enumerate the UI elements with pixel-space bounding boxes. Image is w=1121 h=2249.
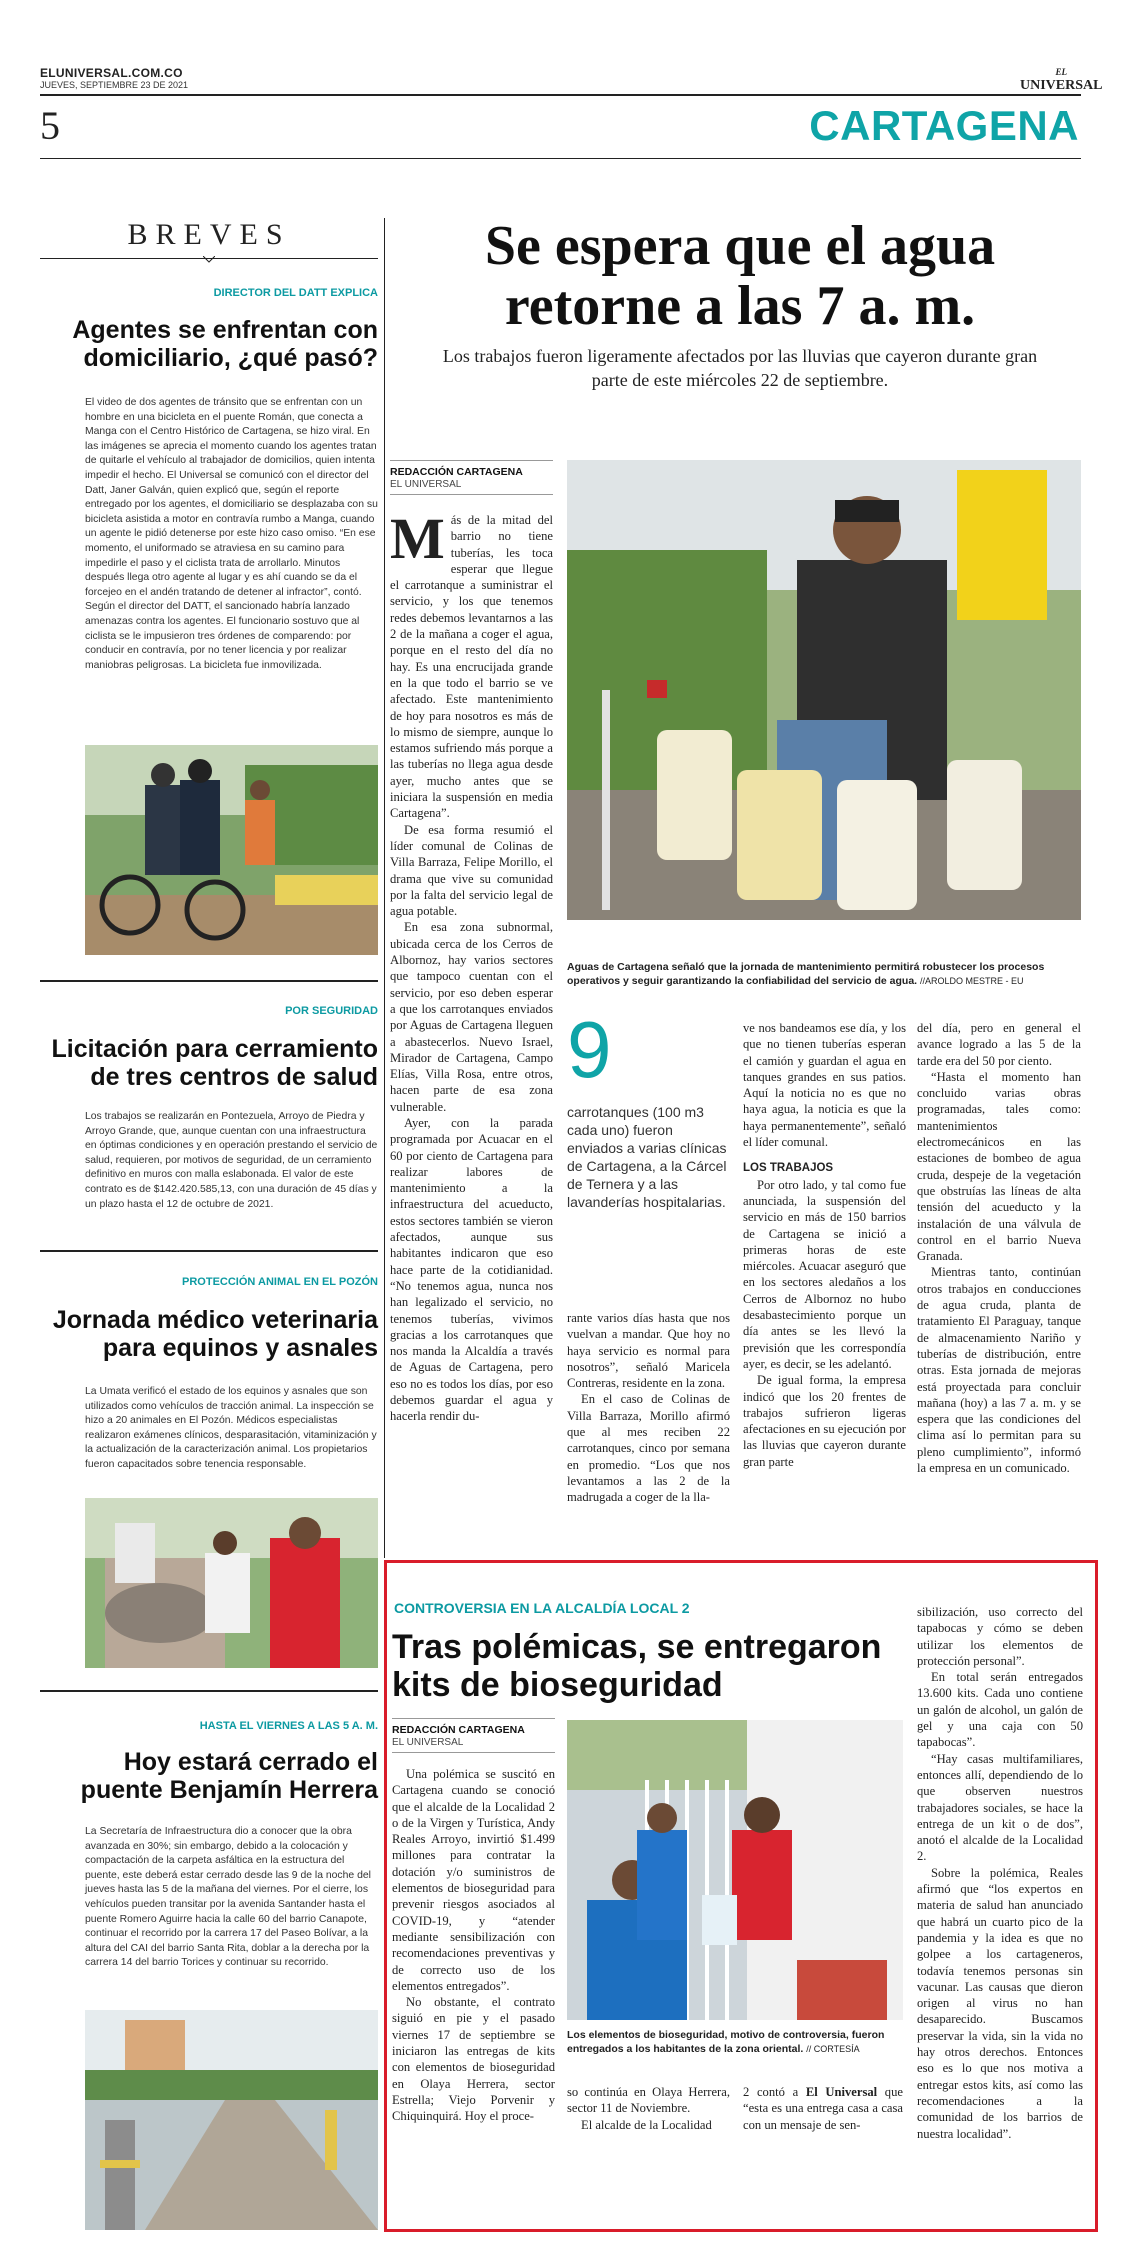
- breve-2-kicker: POR SEGURIDAD: [285, 1005, 378, 1017]
- logo-main: UNIVERSAL: [1020, 78, 1103, 93]
- second-col1-p2: No obstante, el contrato siguió en pie y el pasado viernes 17 de septiembre se iniciaron las entregas de kits con elementos de bioseguridad en Olaya Herrera, sector Estrella; Viejo Porvenir y Chiquinquirá. Hoy el proce-: [392, 1995, 555, 2124]
- breve-1-kicker: DIRECTOR DEL DATT EXPLICA: [213, 287, 378, 299]
- main-col3-p1: ve nos bandeamos ese día, y los que no tienen tuberías esperan el camión y guardan el agua en tanques grandes en sus patios. Aquí la noticia no es que no haya agua, la noticia es que la haya permanentemente”, señaló el líder comunal.: [743, 1021, 906, 1150]
- breve-rule-1: [40, 980, 378, 982]
- main-caption-text: Aguas de Cartagena señaló que la jornada de mantenimiento permitirá robustecer los procesos operativos y seguir garantizando la confiabilidad del servicio de agua.: [567, 961, 1045, 987]
- main-byline-outlet: EL UNIVERSAL: [390, 479, 462, 490]
- main-byline: REDACCIÓN CARTAGENA: [390, 466, 523, 478]
- breve-4-body: La Secretaría de Infraestructura dio a conocer que la obra avanzada en 30%; sin embargo, debido a la colocación y compactación de la carpeta asfáltica en la estructura del puente, este deberá estar cerrado desde las 9 de la noche del jueves hasta las 5 de la mañana del viernes. Por el cierre, los vehículos pueden transitar por la avenida Santander hasta el puente Romero Aguirre hacia la calle 60 del barrio Canapote, continuar el recorrido por la carrera 17 del Paseo Bolívar, a la altura del CAI del barrio Santa Rita, doblar a la derecha por la carrera 14 del barrio Torices y continuar su recorrido.: [85, 1826, 371, 1969]
- main-col3-p2: Por otro lado, y tal como fue anunciada, la suspensión del servicio en más de 150 barrios de Cartagena se inició a primeras horas de este miércoles. Acuacar aseguró que en los sectores aledaños a los Cerros de Albornoz no hubo desabastecimiento porque un día antes se les llevó la previsión que les correspondía ayer, es decir, se les adelantó.: [743, 1177, 906, 1371]
- main-col1-p2: De esa forma resumió el líder comunal de Colinas de Villa Barraza, Felipe Morillo, el drama que vive su comunidad por la falta del servicio legal de agua potable.: [390, 822, 553, 919]
- breves-label: BREVES: [127, 218, 291, 251]
- main-subheadline: Los trabajos fueron ligeramente afectados por las lluvias que cayeron durante gran parte de este miércoles 22 de septiembre.: [442, 346, 1038, 390]
- dropcap: M: [390, 506, 445, 571]
- second-col3-post: que “esta es una entrega casa a casa con un mensaje de sen-: [743, 2085, 903, 2132]
- breve-3-kicker: PROTECCIÓN ANIMAL EN EL POZÓN: [182, 1276, 378, 1288]
- breves-notch: [203, 256, 215, 264]
- main-caption-credit: //AROLDO MESTRE - EU: [920, 976, 1024, 986]
- main-col4-p2: “Hasta el momento han concluido varias obras programadas, tales como: mantenimientos electromecánicos en las estaciones de bombeo de agua cruda, despeje de la vegetación que obstruías las líneas de alta tensión del acueducto y la instalación de una válvula de control en el barrio Nueva Granada.: [917, 1069, 1081, 1264]
- second-col1-p1: Una polémica se suscitó en Cartagena cuando se conoció que el alcalde de la Localidad 2 o de la Virgen y Turística, Andy Reales Arroyo, invirtió $1.499 millones para contratar la dotación y/o suministros de elementos de bioseguridad para prevenir riesgos asociados al COVID-19, y “atender mediante sensibilización con recomendaciones preventivas y de correcto uso de los elementos entregados”.: [392, 1767, 555, 1993]
- main-subhead-los-trabajos: LOS TRABAJOS: [743, 1162, 834, 1175]
- site-url: ELUNIVERSAL.COM.CO: [40, 66, 183, 80]
- main-col-2: [567, 1310, 730, 1506]
- main-col2-p1: rante varios días hasta que nos vuelvan a mandar. Que hoy no haya servicio es normal para nosotros”, señaló Maricela Contreras, residente en la zona.: [567, 1311, 730, 1391]
- breve-2-headline: Licitación para cerramiento de tres centros de salud: [51, 1035, 378, 1091]
- breve-rule-2: [40, 1250, 378, 1252]
- main-col-1: [390, 506, 553, 1425]
- second-col2-p2: El alcalde de la Localidad: [581, 2117, 712, 2132]
- page-number: 5: [40, 103, 60, 148]
- second-col-4: [917, 1604, 1083, 2142]
- second-col4-p4: Sobre la polémica, Reales afirmó que “los expertos en materia de salud han anunciado que habrá un cuarto pico de la pandemia y la idea es que no golpee a los cartageneros, todavía tenemos personas sin vacunar. Las causas que dieron origen al virus no han desaparecido. Buscamos preservar la vida, sin la vida no hay otros derechos. Entonces eso es lo que nos motiva a entregar estos kits, así como las recomendaciones a la comunidad de los barrios de nuestra localidad”.: [917, 1865, 1083, 2141]
- second-col3-pre: 2 contó a: [743, 2085, 806, 2099]
- main-photo: [567, 460, 1081, 920]
- breve-3-headline: Jornada médico veterinaria para equinos y asnales: [52, 1306, 378, 1362]
- header-rule: [40, 94, 1081, 96]
- main-col4-p1: del día, pero en general el avance logrado a las 5 de la tarde era del 50 por ciento.: [917, 1021, 1081, 1068]
- breve-4-kicker: HASTA EL VIERNES A LAS 5 A. M.: [199, 1720, 378, 1732]
- main-col2-p2: En el caso de Colinas de Villa Barraza, Morillo afirmó que al mes reciben 22 carrotanques, cinco por semana en promedio. “Los que nos levantamos a las 2 de la madrugada a coger de la lla-: [567, 1392, 730, 1505]
- second-caption-credit: // CORTESÍA: [806, 2044, 860, 2054]
- main-col1-p1: ás de la mitad del barrio no tiene tuberías, les toca esperar que llegue el carrotanque a suministrar el servicio, y los que tenemos redes debemos levantarnos a las 2 de la mañana a coger el agua, porque en el resto del día no hay. Es una encrucijada grande en la que todo el barrio se ve afectado. Este mantenimiento de hoy para nosotros es más de lo mismo de siempre, aunque lo estamos sufriendo más porque a las tuberías no llega agua desde ayer, mucho antes que se iniciara la suspensión en media Cartagena”.: [390, 513, 553, 821]
- second-col3-bold: El Universal: [805, 2085, 878, 2099]
- second-col4-p3: “Hay casas multifamiliares, entonces allí, dependiendo de lo que observen nuestros trabajadores sociales, se hace la entrega de un kit o de dos”, anotó el alcalde de la Localidad 2.: [917, 1751, 1083, 1864]
- byline-rule-bottom: [390, 494, 553, 495]
- main-col4-p3: Mientras tanto, continúan otros trabajos en conducciones de agua cruda, planta de tratamiento El Paraguay, tanque de almacenamiento Nariño y tuberías de distribución, entre otras. Esta jornada de mejoras está proyectada para concluir mañana (hoy) a las 7 a. m. y se espera que las condiciones del clima así lo permitan para su pleno cumplimiento”, informó la empresa en un comunicado.: [917, 1265, 1081, 1476]
- column-divider: [384, 218, 385, 1558]
- main-photo-caption: [567, 960, 1081, 988]
- stat-text: carrotanques (100 m3 cada uno) fueron enviados a varias clínicas de Cartagena, a la Cárcel de Ternera y a las lavanderías hospitalarias.: [567, 1104, 727, 1210]
- breve-3-body: La Umata verificó el estado de los equinos y asnales que son utilizados como vehículos de tracción animal. La inspección se hizo a 20 animales en El Pozón. Médicos especialistas realizaron exámenes clínicos, desparasitación, vitaminización y la actualización de la caracterización animal. Los propietarios fueron capacitados sobre tenencia responsable.: [85, 1386, 377, 1470]
- second-col-2: [567, 2084, 730, 2133]
- breve-4-photo: [85, 2010, 378, 2230]
- second-col4-p1: sibilización, uso correcto del tapabocas y cómo se deben utilizar los elementos de protección personal”.: [917, 1605, 1083, 1668]
- section-title: CARTAGENA: [809, 102, 1079, 149]
- stat-number: 9: [567, 1005, 612, 1094]
- byline2-rule-bottom: [392, 1752, 555, 1753]
- second-photo: [567, 1720, 903, 2020]
- issue-date: JUEVES, SEPTIEMBRE 23 DE 2021: [40, 80, 189, 90]
- second-byline: REDACCIÓN CARTAGENA: [392, 1724, 525, 1736]
- second-byline-outlet: EL UNIVERSAL: [392, 1737, 464, 1748]
- main-headline: Se espera que el agua retorne a las 7 a. m.: [484, 215, 996, 337]
- second-headline: Tras polémicas, se entregaron kits de bioseguridad: [392, 1628, 882, 1704]
- second-kicker: CONTROVERSIA EN LA ALCALDÍA LOCAL 2: [394, 1600, 690, 1616]
- logo-top: EL: [1055, 67, 1067, 77]
- byline-rule-top: [390, 460, 553, 461]
- byline2-rule-top: [392, 1718, 555, 1719]
- breve-1-headline: Agentes se enfrentan con domiciliario, ¿qué pasó?: [72, 316, 378, 372]
- breve-rule-3: [40, 1690, 378, 1692]
- main-col3-p3: De igual forma, la empresa indicó que los 20 frentes de trabajos sufrieron ligeras afectaciones en su ejecución por las lluvias que cayeron durante gran parte: [743, 1373, 906, 1469]
- section-rule: [40, 158, 1081, 159]
- second-col2-p1: so continúa en Olaya Herrera, sector 11 de Noviembre.: [567, 2085, 730, 2116]
- second-col-3: [743, 2084, 903, 2133]
- second-photo-caption: [567, 2028, 903, 2056]
- second-col-1: [392, 1766, 555, 2125]
- breve-1-photo: [85, 745, 378, 955]
- breve-1-body: El video de dos agentes de tránsito que se enfrentan con un hombre en una bicicleta en el puente Román, que conecta a Manga con el Centro Histórico de Cartagena, se hizo viral. En las imágenes se aprecia el momento cuando los agentes tratan de quitarle el vehículo al trabajador de domicilios, quien intenta impedir el hecho. El Universal se comunicó con el director del Datt, Janer Galván, quien explicó que, según el reporte entregado por los agentes, el domiciliario se desplazaba con su bicicleta asistida a motor en contravía rumbo a Manga, cuando un agente le pidió detenerse por este hizo caso omiso. “En ese momento, el uniformado se atraviesa en su camino para impedirle el paso y el ciclista trata de arrollarlo. Minutos después llega otro agente al lugar y es ahí cuando se da el forcejeo en el andén tratando de detener al infractor”, contó. Según el director del DATT, el sancionado habría lanzado amenazas contra los agentes. El funcionario sostuvo que al ciclista se le impusieron tres órdenes de comparendo: por conducir en contravía, por no tener licencia y por realizar maniobras peligrosas. La bicicleta fue inmovilizada.: [85, 397, 378, 671]
- breve-4-headline: Hoy estará cerrado el puente Benjamín Herrera: [80, 1748, 378, 1804]
- second-col3-p1: [743, 2084, 903, 2133]
- breve-3-photo: [85, 1498, 378, 1668]
- main-col-4: [917, 1020, 1081, 1476]
- main-col1-p3: En esa zona subnormal, ubicada cerca de los Cerros de Albornoz, hay varios sectores que tampoco cuentan con el servicio, por eso deben esperar a que los carrotanques enviados por Aguas de Cartagena lleguen a abastecerlos. Nuevo Israel, Mirador de Cartagena, Campo Elías, Villa Rosa, entre otros, hacen parte de esa zona vulnerable.: [390, 920, 553, 1114]
- main-col1-p4: Ayer, con la parada programada por Acuacar en el 60 por ciento de Cartagena para realizar labores de mantenimiento a la infraestructura del acueducto, estos sectores también se vieron afectados, aunque sus habitantes indicaron que eso hace parte de la cotidianidad. “No tenemos agua, nunca nos han legalizado el servicio, no tenemos tuberías, vivimos gracias a los carrotanques que nos manda la Alcaldía a través de Aguas de Cartagena, pero eso no es todos los días, por eso debemos guardar el agua y hacerla rendir du-: [390, 1115, 553, 1424]
- breve-2-body: Los trabajos se realizarán en Pontezuela, Arroyo de Piedra y Arroyo Grande, que, aunque cuentan con una infraestructura en óptimas condiciones y en operación prestando el servicio de salud, requieren, por motivos de seguridad, de un cerramiento definitivo en muros con malla eslabonada. El valor de este contrato es de $142.420.585,13, con una duración de 45 días y un plazo hasta el 12 de octubre de 2021.: [85, 1111, 378, 1210]
- second-col4-p2: En total serán entregados 13.600 kits. Cada uno contiene un galón de alcohol, un galón de gel y una caja con 50 tapabocas”.: [917, 1670, 1083, 1750]
- main-col-3: [743, 1020, 906, 1470]
- second-caption-text: Los elementos de bioseguridad, motivo de controversia, fueron entregados a los habitantes de la zona oriental.: [567, 2029, 885, 2055]
- newspaper-logo: [1020, 66, 1102, 92]
